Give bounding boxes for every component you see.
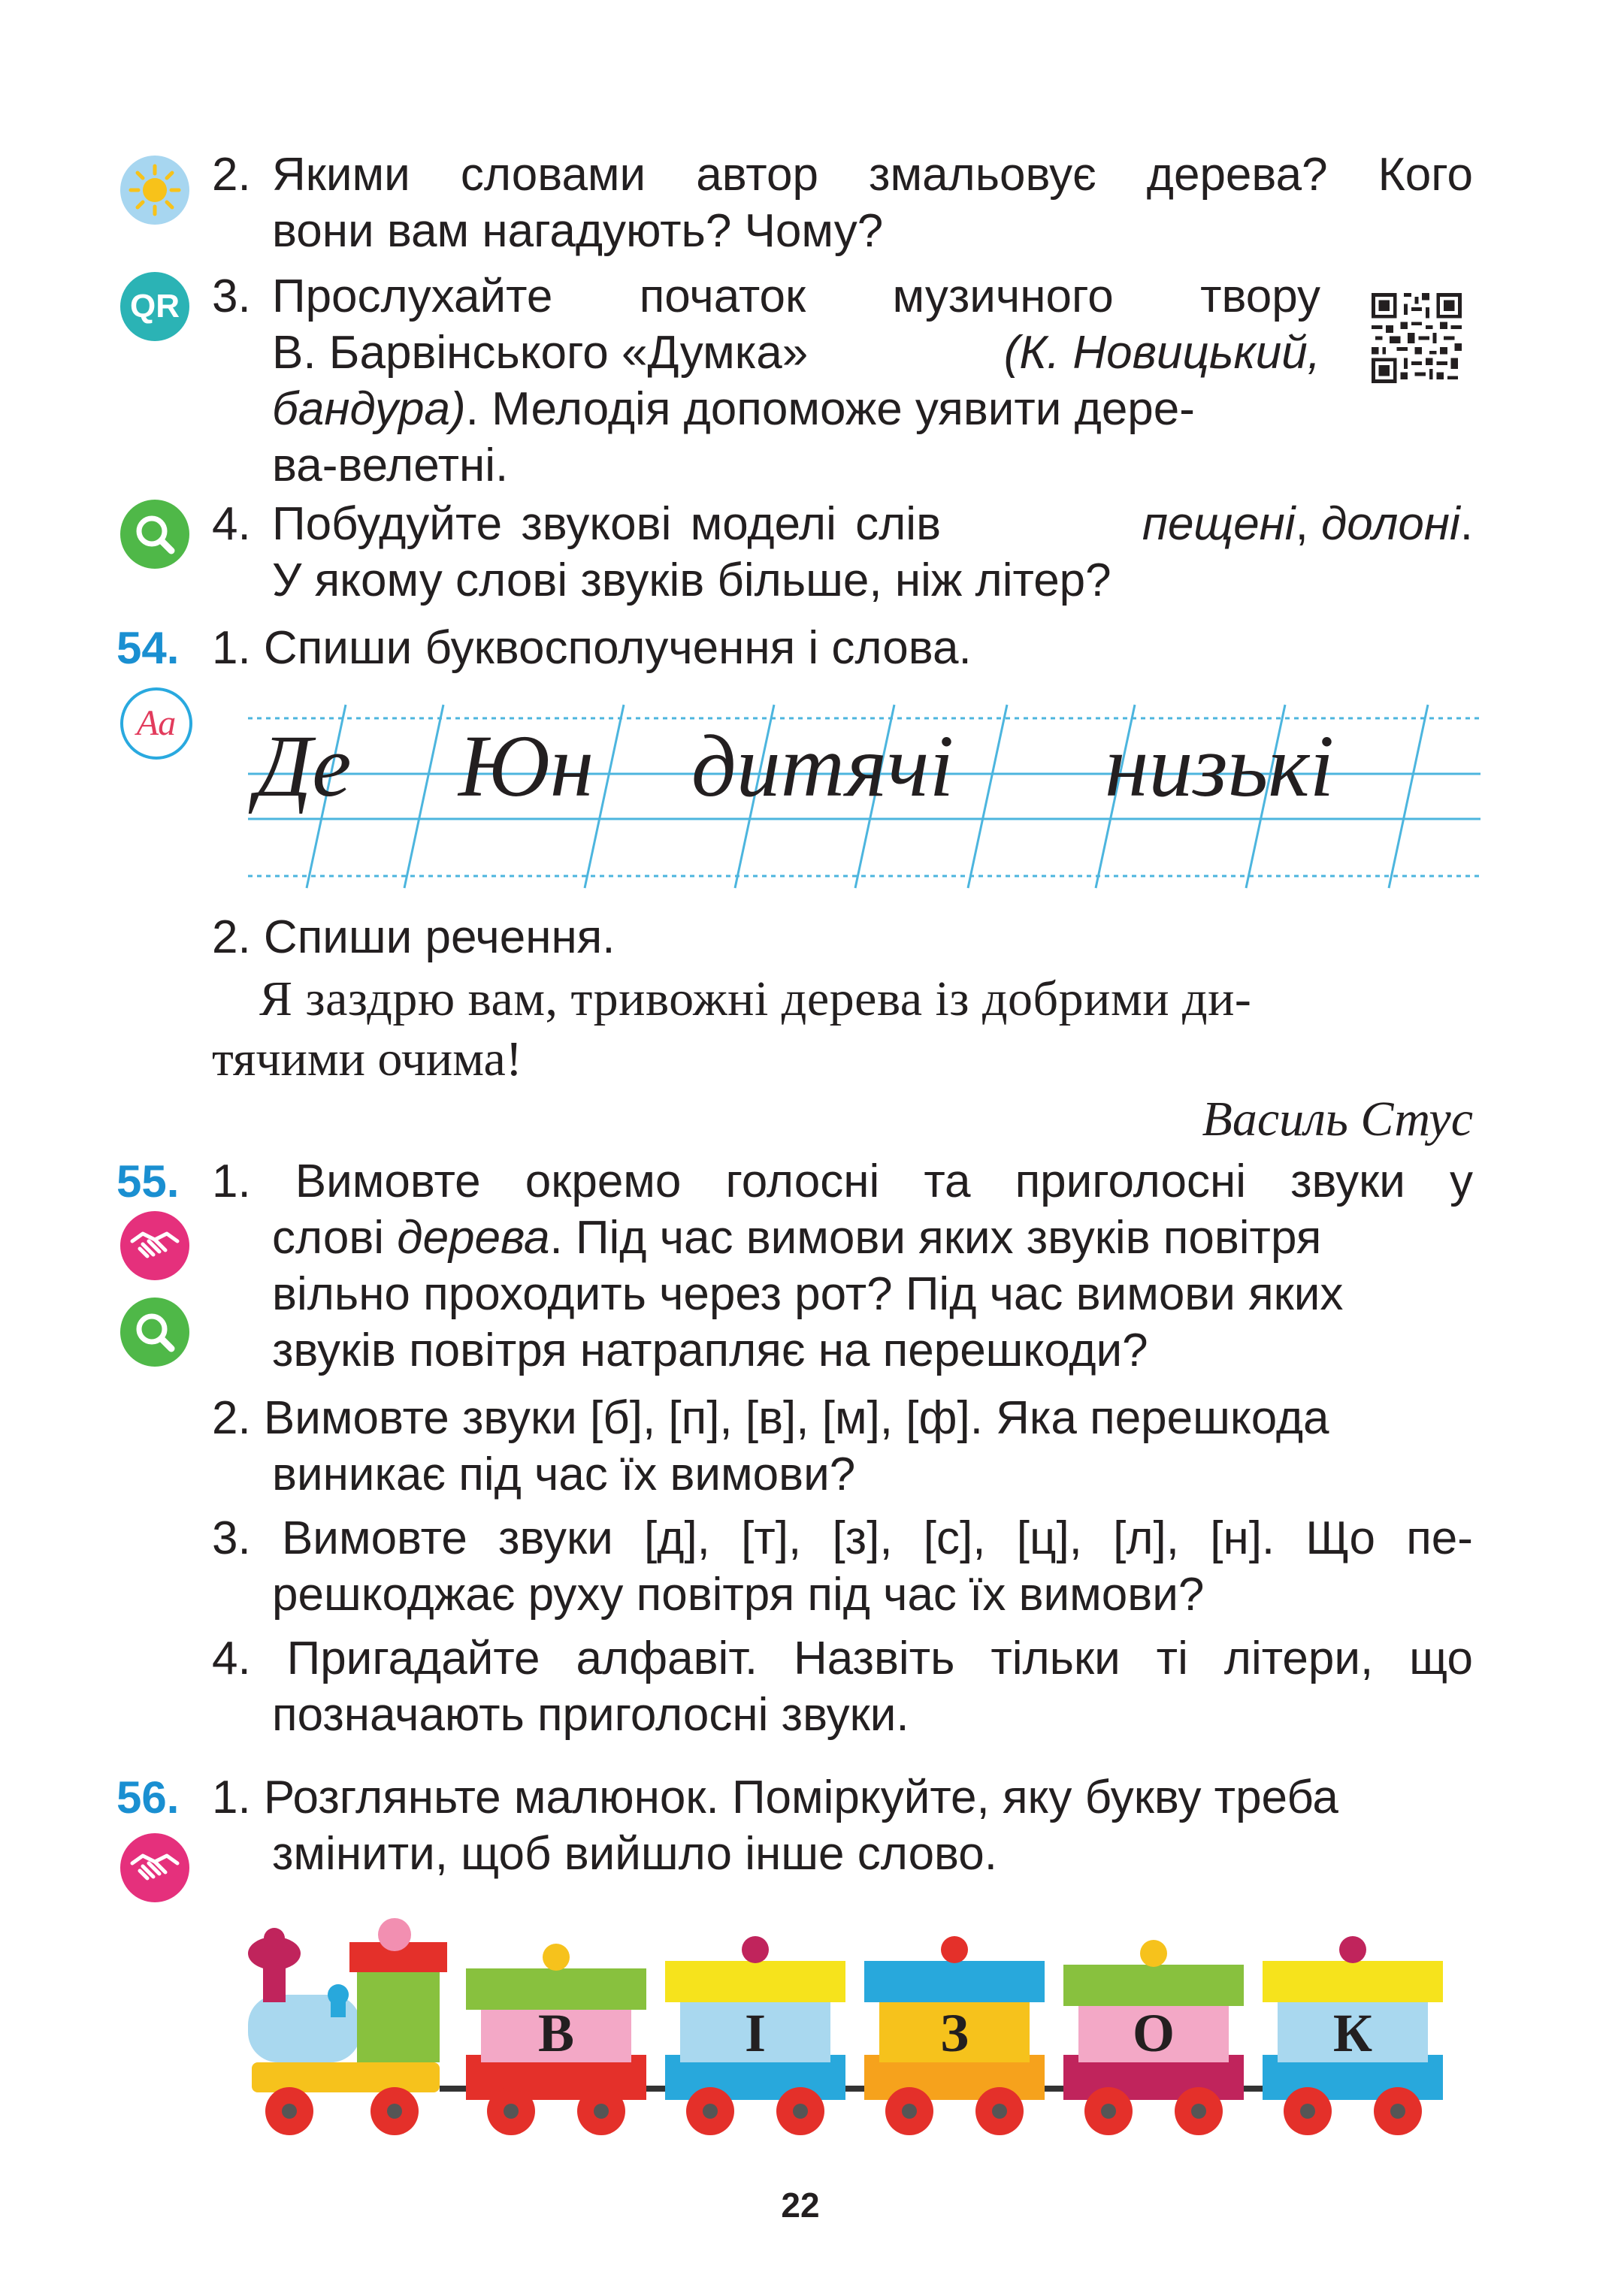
- exercise-56-number: 56.: [116, 1772, 180, 1823]
- cursive-word-3: дитячі: [691, 717, 954, 815]
- train-letter-2: І: [744, 2003, 767, 2063]
- exercise-54-number: 54.: [116, 623, 180, 673]
- task3-line1: Прослухайте початок музичного твору: [272, 270, 1320, 322]
- ex55-t2-line1: 2. Вимовте звуки [б], [п], [в], [м], [ф]. Яка перешкода: [212, 1392, 1329, 1444]
- cursive-word-4: низькі: [1105, 717, 1335, 815]
- handshake-icon: [120, 1211, 189, 1280]
- task2-num: 2.: [212, 149, 251, 201]
- task3-num: 3.: [212, 270, 251, 322]
- task3-line3: бандура). Мелодія допоможе уявити дере-: [272, 383, 1195, 435]
- handshake-icon: [120, 1833, 189, 1902]
- ex55-t2-line2: виникає під час їх вимови?: [272, 1449, 856, 1500]
- sun-icon: [120, 156, 189, 225]
- magnifier-icon: [120, 1298, 189, 1367]
- task3-line4: ва-велетні.: [272, 440, 509, 491]
- ex56-t1-line1: 1. Розгляньте малюнок. Поміркуйте, яку букву треба: [212, 1772, 1338, 1823]
- cursive-word-1: Де: [256, 717, 352, 815]
- ex55-t1-line3: вільно проходить через рот? Під час вимови яких: [272, 1268, 1344, 1320]
- ex56-t1-line2: змінити, щоб вийшло інше слово.: [272, 1828, 997, 1880]
- qr-badge-label: QR: [130, 288, 180, 325]
- train-letter-4: О: [1132, 2003, 1175, 2063]
- magnifier-icon: [120, 500, 189, 569]
- quote-line1: Я заздрю вам, тривожні дерева із добрими ди-: [259, 971, 1252, 1026]
- qr-code-icon[interactable]: [1372, 293, 1462, 383]
- train-letter-1: В: [537, 2003, 575, 2063]
- ex55-t3-line2: решкоджає руху повітря під час їх вимови?: [272, 1569, 1205, 1621]
- train-letter-5: К: [1332, 2003, 1373, 2063]
- task4-line2: У якому слові звуків більше, ніж літер?: [272, 554, 1112, 606]
- ex54-task1: 1. Спиши буквосполучення і слова.: [212, 622, 972, 674]
- ex55-t4-line2: позначають приголосні звуки.: [272, 1689, 909, 1741]
- ex55-t3-line1: 3. Вимовте звуки [д], [т], [з], [с], [ц], [л], [н]. Що пе-: [212, 1512, 1473, 1564]
- quote-line2: тячими очима!: [212, 1032, 522, 1086]
- task2-line2: вони вам нагадують? Чому?: [272, 205, 884, 257]
- locomotive: [248, 1918, 447, 2135]
- exercise-55-number: 55.: [116, 1156, 180, 1207]
- cursive-word-2: Юн: [458, 717, 594, 815]
- train-letter-3: З: [939, 2003, 969, 2063]
- qr-badge-icon: [120, 272, 189, 341]
- task4-num: 4.: [212, 498, 251, 550]
- ex55-t1-line1: 1. Вимовте окремо голосні та приголосні звуки у: [212, 1156, 1473, 1207]
- task3-line2: В. Барвінського «Думка» (К. Новицький,: [272, 327, 1320, 379]
- letters-icon: [120, 687, 192, 760]
- ex55-t1-line2: слові дерева. Під час вимови яких звуків повітря: [272, 1212, 1322, 1264]
- letters-icon-label: Аа: [136, 703, 177, 743]
- train-illustration: [233, 1897, 1481, 2145]
- quote-author: Василь Стус: [1202, 1092, 1473, 1146]
- page-number: 22: [781, 2186, 820, 2225]
- task4-line1: Побудуйте звукові моделі слів пещені, долоні.: [272, 498, 1473, 550]
- ex55-t1-line4: звуків повітря натрапляє на перешкоди?: [272, 1325, 1148, 1376]
- task2-line1: Якими словами автор змальовує дерева? Кого: [272, 149, 1473, 201]
- ex54-task2: 2. Спиши речення.: [212, 911, 615, 963]
- ex55-t4-line1: 4. Пригадайте алфавіт. Назвіть тільки ті літери, що: [212, 1633, 1473, 1684]
